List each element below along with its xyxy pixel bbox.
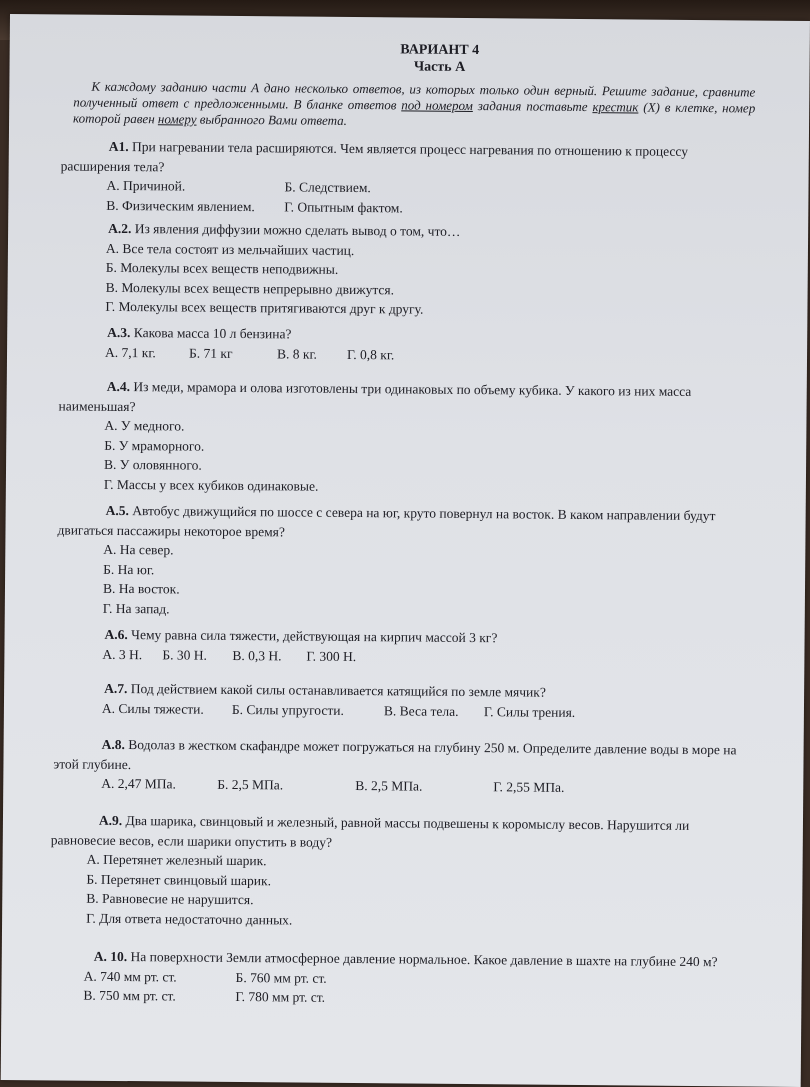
option-a: А. Силы тяжести. [101,700,204,717]
question-text: Какова масса 10 л бензина? [133,325,292,342]
option-c: В. 2,5 МПа. [355,778,423,794]
option-c: В. На восток. [102,580,180,597]
question-a9 [2,810,803,934]
option-b: Б. 30 Н. [162,646,207,663]
question-a2 [7,218,808,322]
instructions-underlined-2: крестик [592,99,639,115]
option-c: В. 0,3 Н. [232,647,282,663]
question-a4 [6,376,807,500]
option-d: Г. 2,55 МПа. [493,779,565,795]
option-b: Б. На юг. [103,561,155,577]
option-d: Г. Молекулы всех веществ притягиваются друг к другу. [105,298,424,317]
question-text: При нагревании тела расширяются. Чем является процесс нагревания по отношению к процессу расширения тела? [60,139,689,174]
question-number: А.3. [107,324,131,341]
question-text: На поверхности Земли атмосферное давление нормальное. Какое давление в шахте на глубине 240 м? [130,949,718,970]
question-number: А.9. [98,812,123,829]
question-number: А. 10. [93,948,128,965]
option-d: Г. 780 мм рт. ст. [235,989,326,1005]
option-a: А. 2,47 МПа. [101,775,176,792]
question-a6 [4,624,804,670]
question-text: Из явления диффузии можно сделать вывод о том, что… [134,221,461,239]
instructions-underlined-1: под номером [401,97,473,114]
option-a: А. На север. [103,541,174,558]
question-number: А.2. [108,220,132,237]
option-a: А. Причиной. [106,177,186,194]
question-number: А.8. [101,736,125,753]
option-b: Б. Следствием. [284,179,371,196]
option-c: В. 750 мм рт. ст. [83,987,176,1004]
option-d: Г. Массы у всех кубиков одинаковые. [103,476,319,494]
option-b: Б. 2,5 МПа. [217,776,284,793]
question-number: А.5. [105,502,129,519]
question-stem [51,810,753,855]
instructions-text-1: К каждому заданию части А дано несколько ответов, из которых только один верный. Решите задание, сравните полученный ответ с предложенными. В бланке ответов [73,78,756,113]
part-title: Часть А [413,59,466,75]
instructions-text-2: задания поставьте [477,98,588,115]
option-c: В. Молекулы всех веществ непрерывно движутся. [105,279,395,297]
option-b: Б. Перетянет свинцовый шарик. [86,871,272,888]
option-a: А. 7,1 кг. [104,344,156,360]
option-a: А. Все тела состоят из мельчайших частиц. [105,240,355,258]
option-d: Г. Силы трения. [483,703,576,720]
option-b: Б. Молекулы всех веществ неподвижны. [105,259,339,277]
option-d: Г. 0,8 кг. [346,346,395,362]
question-a8 [3,734,803,799]
question-text: Чему равна сила тяжести, действующая на кирпич массой 3 кг? [131,627,498,646]
question-text: Из меди, мрамора и олова изготовлены три одинаковых по объему кубика. У какого из них масса наименьшая? [58,379,692,414]
question-a7 [4,678,804,724]
exam-sheet [1,14,810,1087]
option-c: В. Веса тела. [383,702,459,719]
option-a: А. У медного. [104,417,185,434]
option-d: Г. На запад. [102,600,170,616]
question-text: Автобус движущийся по шоссе с севера на юг, круто повернул на восток. В каком направлении будут двигаться пассажиры некоторое время? [57,503,716,539]
question-a10 [1,946,801,1011]
option-d: Г. 300 Н. [306,648,357,664]
option-a: А. 740 мм рт. ст. [83,968,177,984]
option-a: А. Перетянет железный шарик. [86,851,267,869]
question-text: Под действием какой силы останавливается катящийся по земле мячик? [130,681,546,700]
instructions [73,79,755,133]
variant-title: ВАРИАНТ 4 [400,42,480,59]
instructions-text-4: выбранного Вами ответа. [199,111,347,128]
option-c: В. У оловянного. [104,456,202,473]
question-stem [61,136,759,181]
question-text: Два шарика, свинцовый и железный, равной массы подвешены к коромыслу весов. Нарушится ли равновесие весов, если шарики опустить в воду? [50,813,690,850]
question-number: А.4. [106,378,131,395]
question-stem [58,376,756,421]
question-stem [53,734,753,779]
option-b: Б. У мраморного. [104,437,205,454]
instructions-underlined-3: номеру [157,111,197,127]
instructions-text-3: (Х) в клетке, номер которой равен [73,99,756,127]
question-number: А.7. [104,680,128,697]
option-c: В. Физическим явлением. [106,197,255,214]
option-d: Г. Опытным фактом. [284,198,403,215]
option-a: А. 3 Н. [102,646,143,662]
question-text: Водолаз в жестком скафандре может погружаться на глубину 250 м. Определите давление воды в море на этой глубине. [53,737,737,772]
option-c: В. 8 кг. [276,345,317,362]
option-b: Б. Силы упругости. [231,701,345,718]
question-number: А.6. [104,626,128,643]
option-b: Б. 760 мм рт. ст. [235,969,327,986]
question-a3 [7,322,807,368]
option-b: Б. 71 кг [188,345,233,361]
question-a1 [8,136,809,221]
question-number: А1. [108,138,129,155]
option-d: Г. Для ответа недостаточно данных. [86,910,293,927]
option-c: В. Равновесие не нарушится. [86,890,254,908]
question-stem [57,500,755,545]
question-a5 [5,500,806,624]
